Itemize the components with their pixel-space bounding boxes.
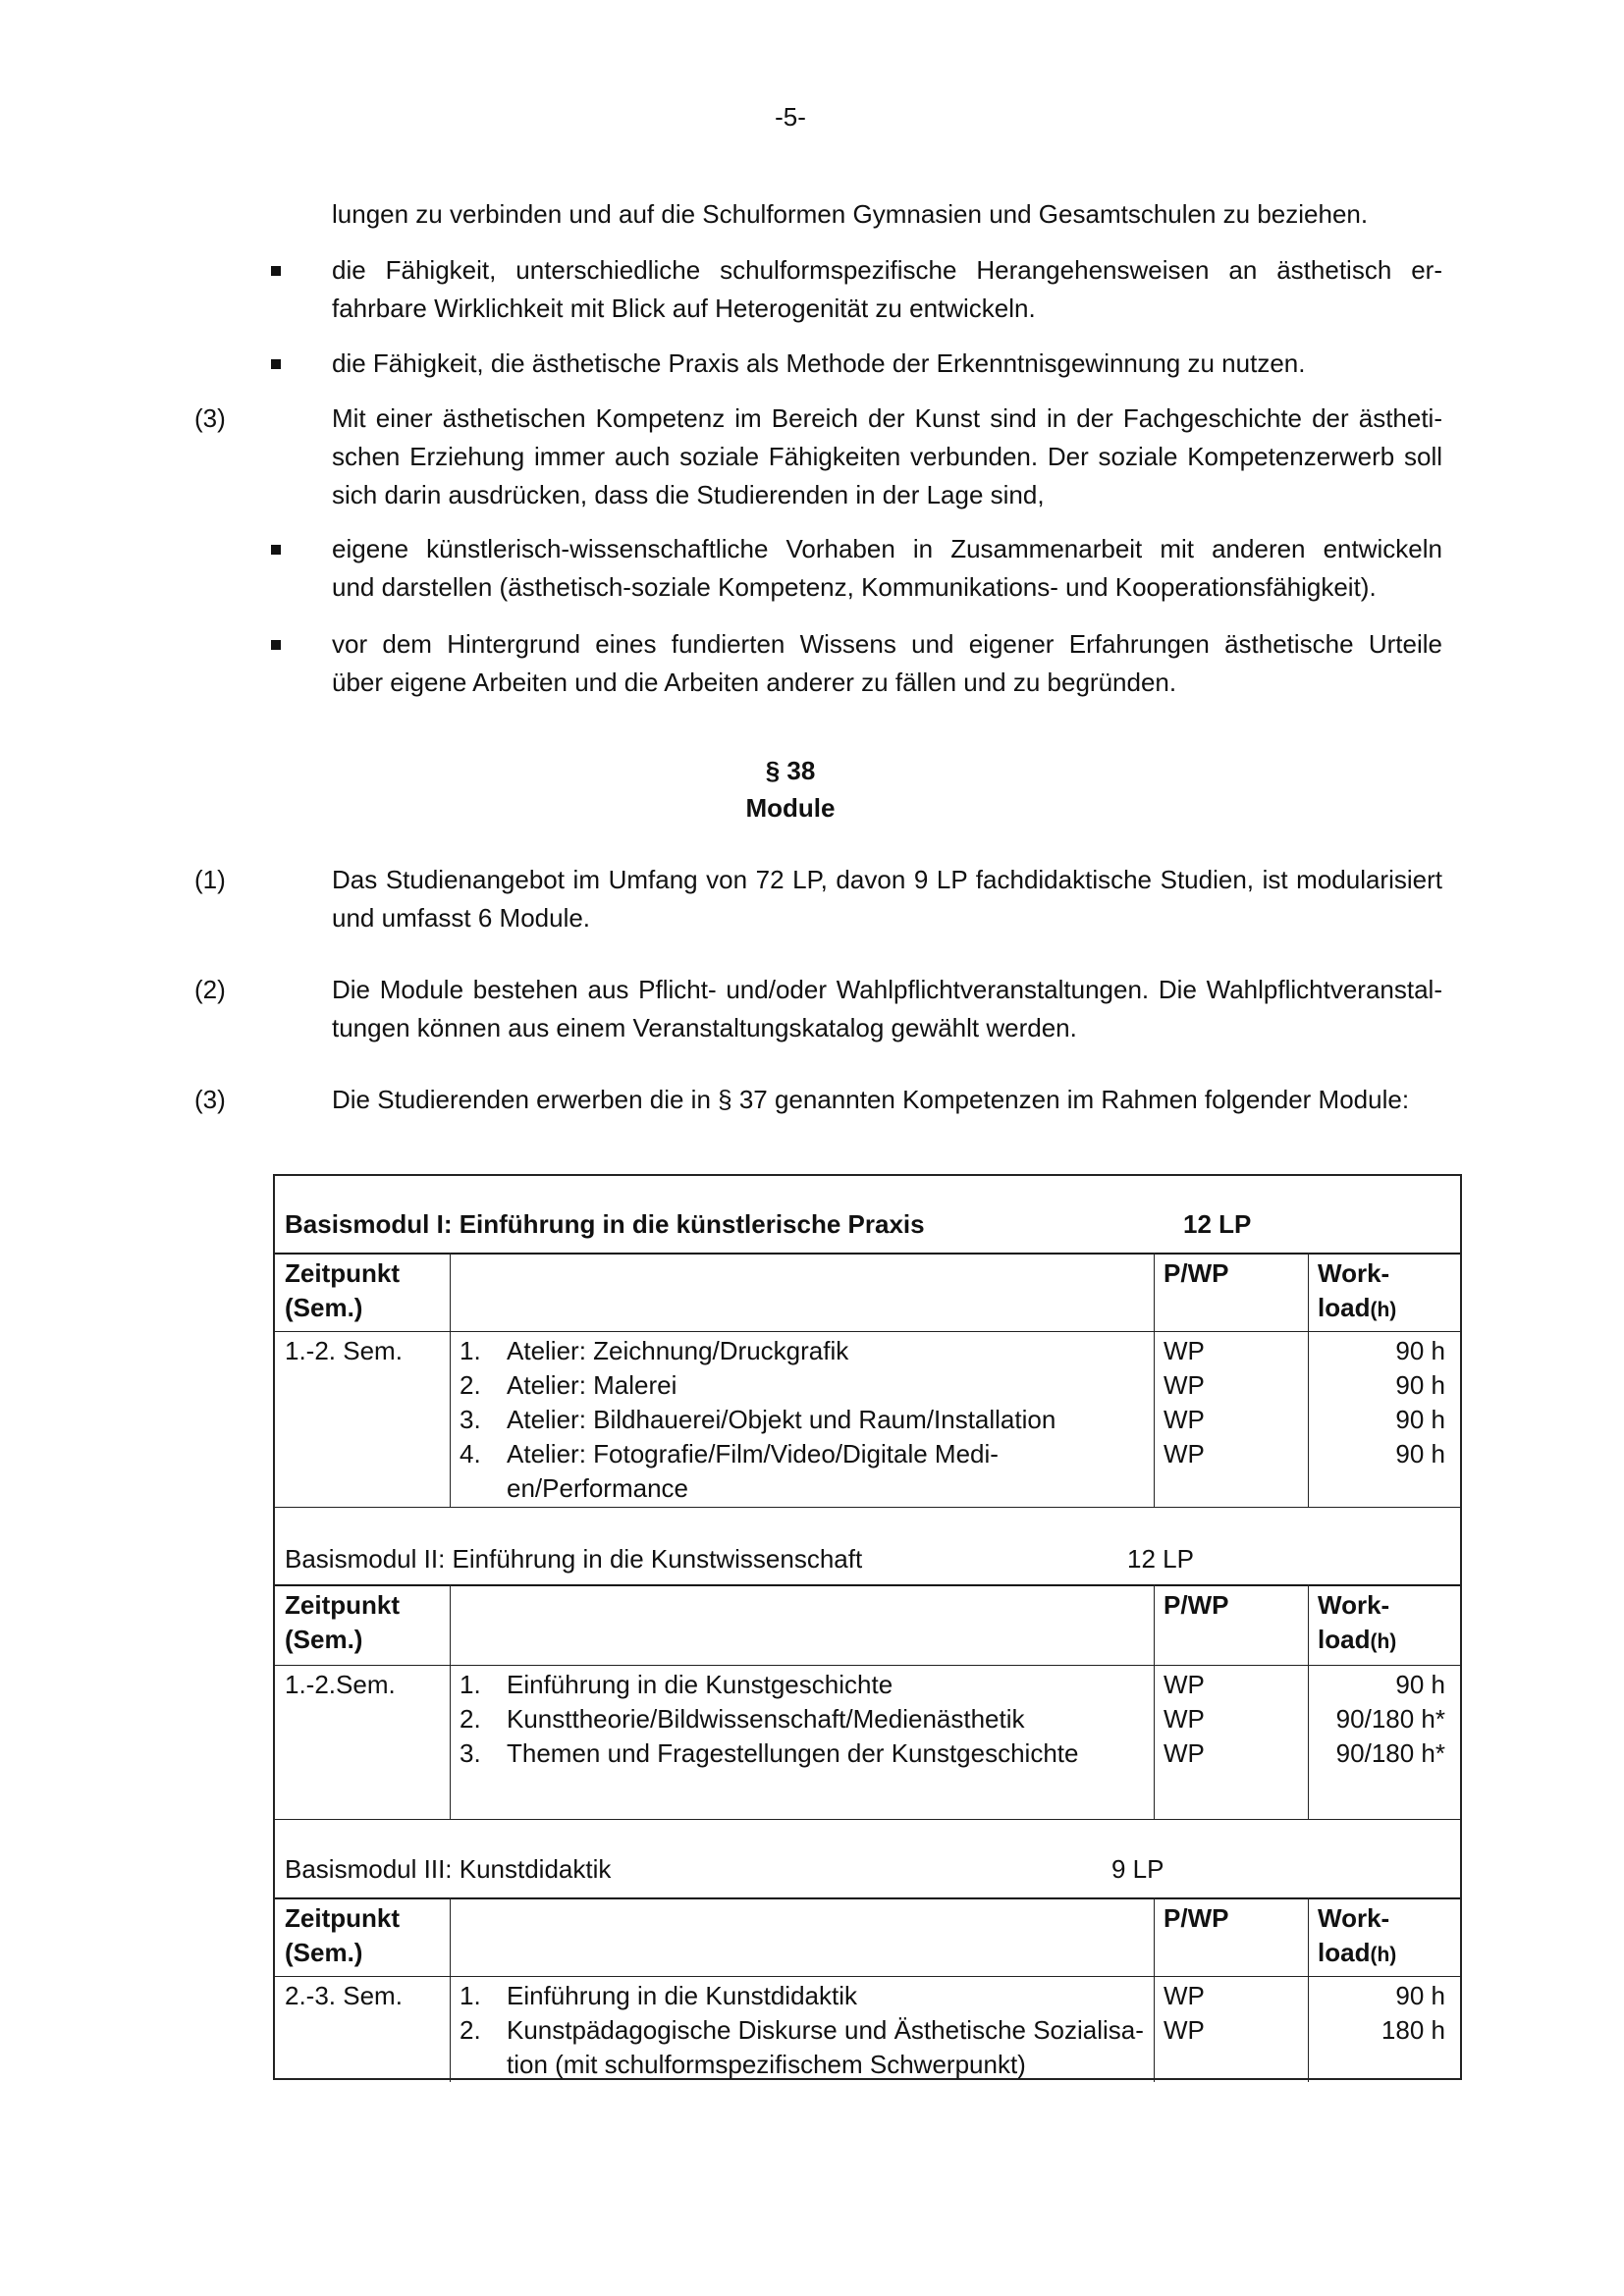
paragraph-line: sich darin ausdrücken, dass die Studierenden in der Lage sind, bbox=[332, 480, 1045, 509]
paragraph-number: (3) bbox=[194, 403, 226, 433]
header-zeitpunkt: (Sem.) bbox=[285, 1938, 363, 1967]
bullet-item-line: fahrbare Wirklichkeit mit Blick auf Heterogenität zu entwickeln. bbox=[332, 294, 1036, 323]
item-pwp: WP bbox=[1164, 1439, 1205, 1468]
item-pwp: WP bbox=[1164, 1670, 1205, 1699]
semester-cell: 2.-3. Sem. bbox=[285, 1981, 403, 2010]
bullet-item-line: und darstellen (ästhetisch-soziale Kompetenz, Kommunikations- und Kooperationsfähigkeit). bbox=[332, 572, 1377, 602]
row-divider bbox=[275, 1507, 1460, 1508]
bullet-item-line: die Fähigkeit, die ästhetische Praxis als Methode der Erkenntnisgewinnung zu nutzen. bbox=[332, 348, 1306, 378]
page-number: -5- bbox=[775, 102, 806, 132]
header-workload-unit: (h) bbox=[1370, 1630, 1397, 1653]
item-number: 1. bbox=[460, 1670, 481, 1699]
item-workload: 90/180 h* bbox=[1335, 1738, 1445, 1768]
paragraph-number: (2) bbox=[194, 975, 226, 1004]
paragraph-line: Mit einer ästhetischen Kompetenz im Bereich der Kunst sind in der Fachgeschichte der ästheti- bbox=[332, 403, 1442, 433]
column-divider bbox=[450, 1253, 451, 1507]
column-divider bbox=[1308, 1253, 1309, 1507]
bullet-icon bbox=[271, 545, 281, 555]
row-divider bbox=[275, 1665, 1460, 1666]
header-workload: Work- bbox=[1318, 1258, 1390, 1288]
item-pwp: WP bbox=[1164, 1405, 1205, 1434]
header-workload-text: load bbox=[1318, 1938, 1371, 1967]
column-divider bbox=[1154, 1584, 1155, 1819]
bullet-item-line: die Fähigkeit, unterschiedliche schulformspezifische Herangehensweisen an ästhetisch er- bbox=[332, 255, 1442, 285]
header-workload: Work- bbox=[1318, 1903, 1390, 1933]
paragraph-line: Die Studierenden erwerben die in § 37 genannten Kompetenzen im Rahmen folgender Module: bbox=[332, 1085, 1410, 1114]
module-credits: 12 LP bbox=[1127, 1544, 1194, 1574]
item-workload: 90/180 h* bbox=[1335, 1704, 1445, 1734]
item-workload: 90 h bbox=[1395, 1405, 1445, 1434]
item-title: Atelier: Bildhauerei/Objekt und Raum/Installation bbox=[507, 1405, 1056, 1434]
paragraph-number: (3) bbox=[194, 1085, 226, 1114]
item-number: 1. bbox=[460, 1981, 481, 2010]
item-number: 2. bbox=[460, 1704, 481, 1734]
item-pwp: WP bbox=[1164, 1738, 1205, 1768]
header-pwp: P/WP bbox=[1164, 1258, 1229, 1288]
row-divider bbox=[275, 1331, 1460, 1332]
header-workload-unit: (h) bbox=[1370, 1299, 1397, 1321]
item-number: 1. bbox=[460, 1336, 481, 1365]
module-title: Basismodul III: Kunstdidaktik bbox=[285, 1854, 612, 1884]
item-pwp: WP bbox=[1164, 2015, 1205, 2045]
module-table bbox=[273, 1174, 1462, 2080]
item-pwp: WP bbox=[1164, 1336, 1205, 1365]
header-divider bbox=[275, 1897, 1460, 1899]
header-workload-unit: (h) bbox=[1370, 1944, 1397, 1966]
paragraph-number: (1) bbox=[194, 865, 226, 894]
paragraph-line: Das Studienangebot im Umfang von 72 LP, davon 9 LP fachdidaktische Studien, ist modularisiert bbox=[332, 865, 1442, 894]
column-divider bbox=[1154, 1253, 1155, 1507]
item-pwp: WP bbox=[1164, 1704, 1205, 1734]
header-pwp: P/WP bbox=[1164, 1903, 1229, 1933]
item-workload: 90 h bbox=[1395, 1670, 1445, 1699]
item-pwp: WP bbox=[1164, 1981, 1205, 2010]
header-divider bbox=[275, 1253, 1460, 1255]
header-workload bbox=[1318, 1936, 1396, 1972]
item-title: en/Performance bbox=[507, 1473, 688, 1503]
item-number: 3. bbox=[460, 1738, 481, 1768]
item-title: Atelier: Zeichnung/Druckgrafik bbox=[507, 1336, 849, 1365]
row-divider bbox=[275, 1976, 1460, 1977]
header-zeitpunkt: Zeitpunkt bbox=[285, 1590, 400, 1620]
header-workload bbox=[1318, 1623, 1396, 1659]
column-divider bbox=[450, 1584, 451, 1819]
section-title: Module bbox=[745, 793, 836, 823]
header-zeitpunkt: Zeitpunkt bbox=[285, 1258, 400, 1288]
item-title: Kunsttheorie/Bildwissenschaft/Medienästhetik bbox=[507, 1704, 1025, 1734]
item-number: 4. bbox=[460, 1439, 481, 1468]
paragraph-line: Die Module bestehen aus Pflicht- und/oder Wahlpflichtveranstaltungen. Die Wahlpflichtveranstal- bbox=[332, 975, 1442, 1004]
section-symbol: § 38 bbox=[765, 756, 816, 785]
column-divider bbox=[1154, 1897, 1155, 2082]
item-workload: 90 h bbox=[1395, 1336, 1445, 1365]
header-pwp: P/WP bbox=[1164, 1590, 1229, 1620]
semester-cell: 1.-2.Sem. bbox=[285, 1670, 396, 1699]
module-title: Basismodul II: Einführung in die Kunstwissenschaft bbox=[285, 1544, 863, 1574]
item-title: Themen und Fragestellungen der Kunstgeschichte bbox=[507, 1738, 1079, 1768]
module-title: Basismodul I: Einführung in die künstlerische Praxis bbox=[285, 1209, 925, 1239]
bullet-icon bbox=[271, 359, 281, 369]
bullet-item-line: über eigene Arbeiten und die Arbeiten anderer zu fällen und zu begründen. bbox=[332, 667, 1177, 697]
item-workload: 90 h bbox=[1395, 1439, 1445, 1468]
item-workload: 90 h bbox=[1395, 1981, 1445, 2010]
item-title: Einführung in die Kunstdidaktik bbox=[507, 1981, 858, 2010]
item-workload: 180 h bbox=[1380, 2015, 1445, 2045]
item-pwp: WP bbox=[1164, 1370, 1205, 1400]
module-credits: 12 LP bbox=[1183, 1209, 1252, 1239]
header-workload-text: load bbox=[1318, 1293, 1371, 1322]
column-divider bbox=[1308, 1584, 1309, 1819]
header-divider bbox=[275, 1584, 1460, 1586]
header-zeitpunkt: (Sem.) bbox=[285, 1293, 363, 1322]
bullet-item-line: eigene künstlerisch-wissenschaftliche Vorhaben in Zusammenarbeit mit anderen entwickeln bbox=[332, 534, 1442, 563]
item-title: Einführung in die Kunstgeschichte bbox=[507, 1670, 893, 1699]
item-workload: 90 h bbox=[1395, 1370, 1445, 1400]
paragraph-line: lungen zu verbinden und auf die Schulformen Gymnasien und Gesamtschulen zu beziehen. bbox=[332, 199, 1369, 229]
item-title: Atelier: Malerei bbox=[507, 1370, 677, 1400]
column-divider bbox=[1308, 1897, 1309, 2082]
header-zeitpunkt: (Sem.) bbox=[285, 1625, 363, 1654]
paragraph-line: und umfasst 6 Module. bbox=[332, 903, 591, 933]
bullet-item-line: vor dem Hintergrund eines fundierten Wissens und eigener Erfahrungen ästhetische Urteile bbox=[332, 629, 1442, 659]
bullet-icon bbox=[271, 266, 281, 276]
item-number: 2. bbox=[460, 1370, 481, 1400]
item-title: Atelier: Fotografie/Film/Video/Digitale Medi- bbox=[507, 1439, 999, 1468]
header-workload: Work- bbox=[1318, 1590, 1390, 1620]
bullet-icon bbox=[271, 640, 281, 650]
semester-cell: 1.-2. Sem. bbox=[285, 1336, 403, 1365]
header-workload-text: load bbox=[1318, 1625, 1371, 1654]
header-workload bbox=[1318, 1291, 1396, 1327]
module-credits: 9 LP bbox=[1111, 1854, 1164, 1884]
item-number: 2. bbox=[460, 2015, 481, 2045]
row-divider bbox=[275, 1819, 1460, 1820]
paragraph-line: tungen können aus einem Veranstaltungskatalog gewählt werden. bbox=[332, 1013, 1077, 1042]
item-number: 3. bbox=[460, 1405, 481, 1434]
item-title: tion (mit schulformspezifischem Schwerpunkt) bbox=[507, 2050, 1026, 2079]
header-zeitpunkt: Zeitpunkt bbox=[285, 1903, 400, 1933]
paragraph-line: schen Erziehung immer auch soziale Fähigkeiten verbunden. Der soziale Kompetenzerwerb soll bbox=[332, 442, 1442, 471]
column-divider bbox=[450, 1897, 451, 2082]
item-title: Kunstpädagogische Diskurse und Ästhetische Sozialisa- bbox=[507, 2015, 1144, 2045]
